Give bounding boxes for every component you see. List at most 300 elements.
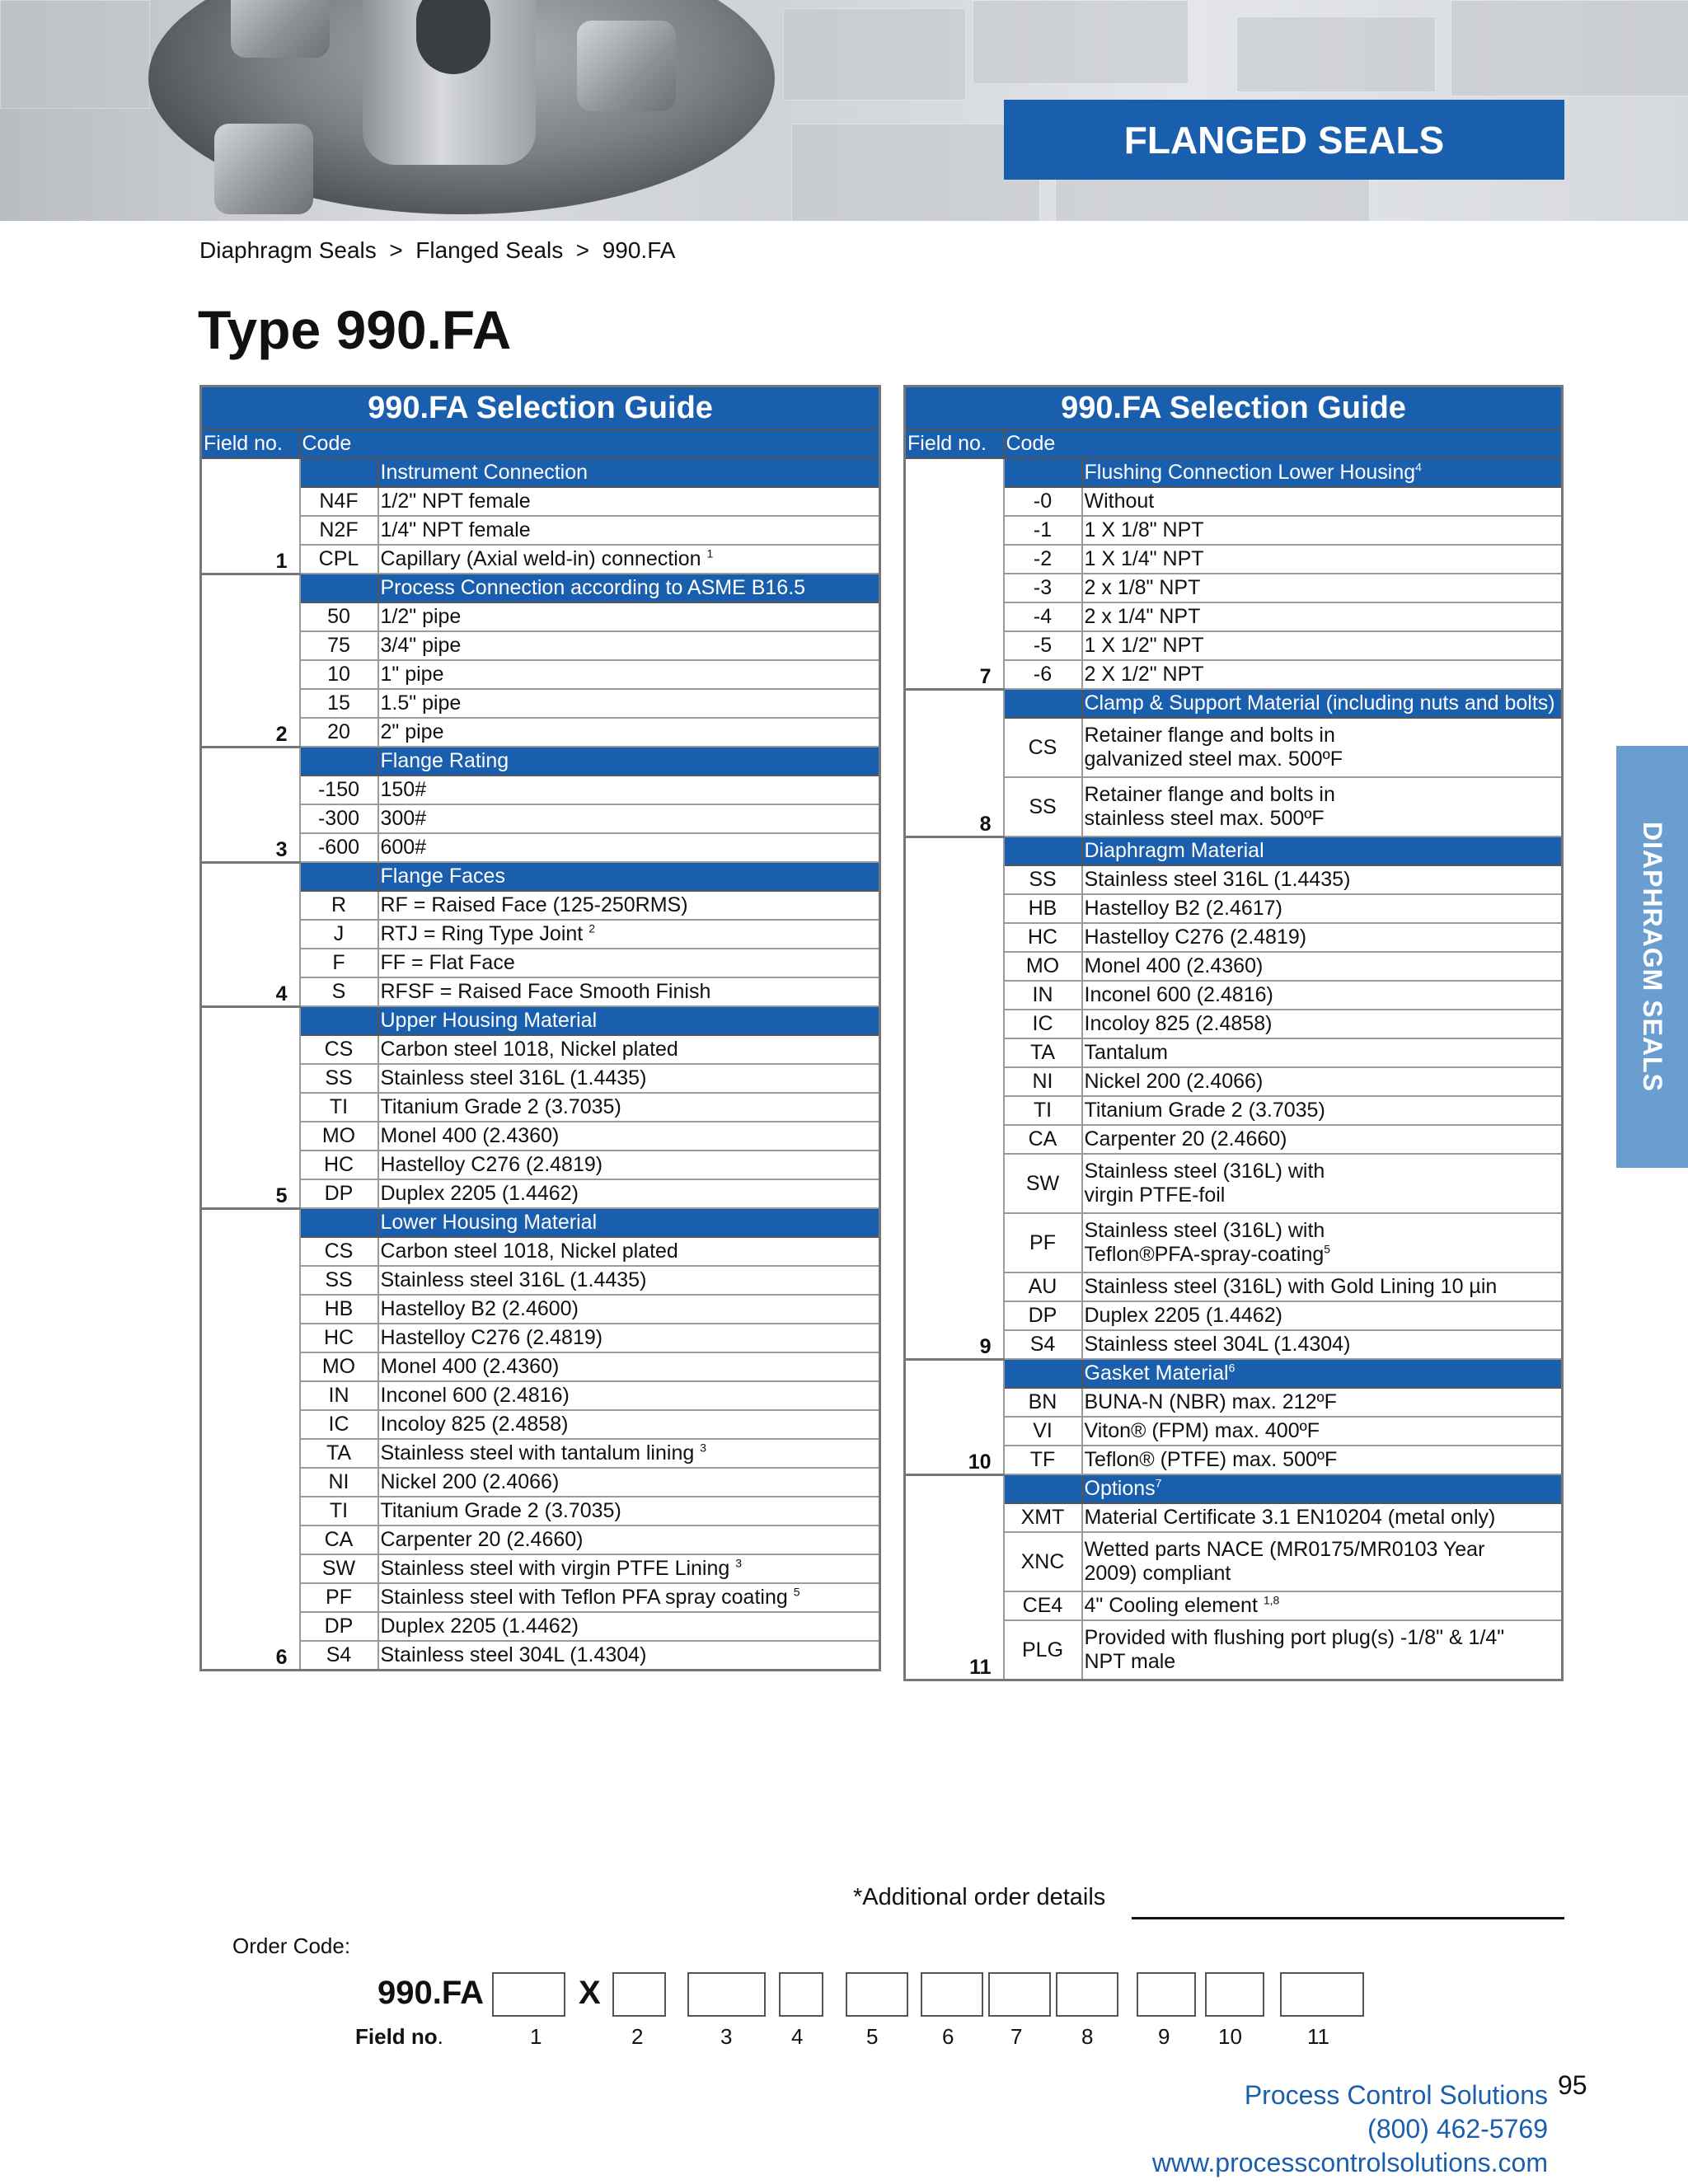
option-row [201,516,880,545]
option-code: N2F [300,516,378,545]
option-code: TI [300,1093,378,1122]
option-row [201,689,880,718]
option-description [1082,1067,1563,1096]
option-description [1082,923,1563,952]
option-description-text: Carpenter 20 (2.4660) [380,1528,584,1551]
option-code: R [300,891,378,920]
option-description [1082,777,1563,837]
option-description [378,891,880,920]
section-row [905,689,1563,718]
option-row [201,1612,880,1641]
option-description [1082,574,1563,602]
option-code: -150 [300,776,378,804]
section-heading [378,747,880,776]
section-row [201,1006,880,1035]
section-row [201,458,880,487]
option-row [905,1010,1563,1038]
option-code: HC [300,1324,378,1352]
option-description-text: Titanium Grade 2 (3.7035) [1084,1099,1325,1122]
footnote-marker: 2 [588,921,595,935]
option-code: PLG [1004,1620,1082,1680]
option-description-text: 1.5" pipe [380,691,462,715]
option-description [1082,1532,1563,1591]
option-code: HB [300,1295,378,1324]
option-description-text: Capillary (Axial weld-in) connection [380,547,701,570]
option-row [905,894,1563,923]
option-row [905,1096,1563,1125]
option-description [1082,1096,1563,1125]
option-code: HB [1004,894,1082,923]
option-row [201,833,880,862]
option-description [1082,1417,1563,1446]
section-heading [1082,1359,1563,1388]
option-description [1082,1330,1563,1359]
option-description-text: Stainless steel with tantalum lining [380,1441,695,1465]
option-description-text: 600# [380,836,427,859]
option-description-text: Stainless steel 316L (1.4435) [1084,868,1351,891]
field-number-cell: 1 [201,458,300,574]
order-field-9-box[interactable] [1137,1972,1196,2017]
option-row [905,1591,1563,1620]
option-description-text: 1/2" NPT female [380,490,531,513]
option-row [905,923,1563,952]
option-description-text: Monel 400 (2.4360) [380,1355,560,1378]
option-row [201,1179,880,1208]
field-number-cell: 2 [201,574,300,747]
field-number: 6 [942,2024,954,2049]
section-heading-text: Gasket Material [1084,1361,1229,1385]
option-code: CS [1004,718,1082,777]
option-description [1082,1503,1563,1532]
field-number: 11 [1307,2024,1329,2049]
section-heading [378,1006,880,1035]
option-description [1082,545,1563,574]
option-description-text: Viton® (FPM) max. 400ºF [1084,1419,1320,1442]
field-number: 2 [631,2024,644,2049]
option-row [905,1067,1563,1096]
field-number-cell: 10 [905,1359,1004,1474]
option-description-text: Stainless steel with Teflon PFA spray coating [380,1586,788,1609]
option-description-text: Hastelloy C276 (2.4819) [1084,926,1307,949]
option-description-text: Nickel 200 (2.4066) [380,1470,560,1493]
right-selection-guide-table [903,385,1564,1681]
option-description [1082,894,1563,923]
option-row [905,1301,1563,1330]
option-row [201,545,880,574]
option-description-line2: virgin PTFE-foil [1084,1183,1226,1207]
additional-order-details-label: *Additional order details [853,1884,1106,1910]
footnote-marker: 4 [1415,460,1422,474]
section-spacer [1004,1474,1082,1503]
option-description-text: Titanium Grade 2 (3.7035) [380,1499,621,1522]
field-number: 9 [1158,2024,1170,2049]
option-row [905,602,1563,631]
option-description [1082,602,1563,631]
order-field-11-box[interactable] [1280,1972,1364,2017]
option-code: SS [300,1064,378,1093]
option-row [905,516,1563,545]
option-description-text: 2 x 1/4" NPT [1084,605,1201,628]
option-code: 15 [300,689,378,718]
option-description-text: Inconel 600 (2.4816) [380,1384,570,1407]
option-description [378,1497,880,1526]
section-spacer [1004,837,1082,865]
footnote-marker: 3 [700,1441,706,1455]
option-description-text: 2 X 1/2" NPT [1084,663,1204,686]
option-description [378,1410,880,1439]
section-heading [1082,458,1563,487]
option-code: CE4 [1004,1591,1082,1620]
option-code: -6 [1004,660,1082,689]
section-heading-text: Flange Faces [380,865,505,888]
section-heading [1082,1474,1563,1503]
footnote-marker: 3 [735,1556,743,1570]
column-header-code: Code [1004,429,1563,458]
option-description-line2: NPT male [1084,1650,1176,1673]
option-code: IN [1004,981,1082,1010]
option-row [905,574,1563,602]
footer-phone: (800) 462-5769 [1367,2114,1548,2144]
option-row [201,1439,880,1468]
option-description [378,1526,880,1554]
option-description-text: Hastelloy C276 (2.4819) [380,1326,603,1349]
order-field-1-box[interactable] [492,1972,565,2017]
option-code: -5 [1004,631,1082,660]
option-description [378,949,880,977]
option-description-line2: stainless steel max. 500ºF [1084,807,1325,830]
option-row [905,1213,1563,1272]
option-description [1082,631,1563,660]
option-row [905,545,1563,574]
option-description-text: 300# [380,807,427,830]
option-description-text: 1 X 1/8" NPT [1084,518,1204,541]
option-description-text: Hastelloy C276 (2.4819) [380,1153,603,1176]
option-description-text: Material Certificate 3.1 EN10204 (metal only) [1084,1506,1496,1529]
option-row [905,777,1563,837]
column-header-field: Field no. [201,429,300,458]
option-code: VI [1004,1417,1082,1446]
option-description [378,1439,880,1468]
option-code: CS [300,1237,378,1266]
option-description [378,1035,880,1064]
field-number-cell: 11 [905,1474,1004,1680]
option-description [378,804,880,833]
option-description-text: 1" pipe [380,663,444,686]
option-description-text: 1/2" pipe [380,605,462,628]
option-description-text: Stainless steel (316L) with [1084,1219,1325,1242]
option-description [1082,1620,1563,1680]
option-description-text: Stainless steel 304L (1.4304) [380,1643,647,1666]
option-description [378,1324,880,1352]
section-heading [1082,837,1563,865]
order-code-separator: X [579,1975,601,2011]
option-row [201,1295,880,1324]
option-row [905,952,1563,981]
field-number-cell: 9 [905,837,1004,1359]
option-code: SW [300,1554,378,1583]
option-code: CS [300,1035,378,1064]
option-description [1082,1038,1563,1067]
field-number: 8 [1081,2024,1094,2049]
footer-website-link[interactable]: www.processcontrolsolutions.com [1151,2148,1548,2177]
option-row [201,602,880,631]
section-spacer [300,862,378,891]
table-title: 990.FA Selection Guide [201,387,880,430]
footer-contact [1152,2079,1548,2180]
option-row [905,1154,1563,1213]
option-description-text: 1 X 1/4" NPT [1084,547,1204,570]
option-description-text: 3/4" pipe [380,634,462,657]
option-row [201,631,880,660]
option-row [201,977,880,1006]
option-description-text: Inconel 600 (2.4816) [1084,983,1273,1006]
option-description-text: Incoloy 825 (2.4858) [1084,1012,1273,1035]
option-description [378,1641,880,1671]
option-description [378,1295,880,1324]
option-code: SS [300,1266,378,1295]
option-description-text: Stainless steel (316L) with Gold Lining 10 µin [1084,1275,1498,1298]
footnote-marker: 6 [1228,1361,1236,1375]
option-description-text: Monel 400 (2.4360) [1084,954,1264,977]
option-row [905,1446,1563,1474]
option-code: TI [300,1497,378,1526]
option-description-text: Carpenter 20 (2.4660) [1084,1127,1287,1151]
side-tab-label: DIAPHRAGM SEALS [1638,822,1667,1092]
option-code: NI [300,1468,378,1497]
option-row [201,660,880,689]
option-description [1082,1125,1563,1154]
option-description-text: Teflon® (PTFE) max. 500ºF [1084,1448,1338,1471]
option-description-text: Incoloy 825 (2.4858) [380,1413,569,1436]
order-field-3-box[interactable] [687,1972,766,2017]
option-code: TA [300,1439,378,1468]
section-heading [378,1208,880,1237]
option-row [201,1035,880,1064]
option-code: DP [300,1179,378,1208]
field-number-cell: 7 [905,458,1004,689]
option-row [201,1583,880,1612]
option-description-text: RFSF = Raised Face Smooth Finish [380,980,711,1003]
option-code: -4 [1004,602,1082,631]
option-code: IC [300,1410,378,1439]
option-description [378,920,880,949]
option-row [905,981,1563,1010]
section-heading-text: Flushing Connection Lower Housing [1084,461,1416,484]
option-description [1082,1154,1563,1213]
section-row [905,458,1563,487]
option-description [378,631,880,660]
section-row [905,1474,1563,1503]
option-row [201,1093,880,1122]
order-field-2-box[interactable] [612,1972,666,2017]
option-code: CA [1004,1125,1082,1154]
section-heading [378,862,880,891]
option-description [1082,487,1563,516]
section-row [905,837,1563,865]
section-heading-text: Flange Rating [380,749,509,772]
section-heading [378,458,880,487]
section-spacer [300,574,378,602]
option-description-text: Stainless steel with virgin PTFE Lining [380,1557,730,1580]
section-spacer [1004,689,1082,718]
option-description [1082,1301,1563,1330]
field-number: 5 [866,2024,879,2049]
order-field-10-box[interactable] [1205,1972,1264,2017]
page-number: 95 [1558,2070,1587,2100]
option-row [201,1151,880,1179]
field-number-cell: 5 [201,1006,300,1208]
option-row [201,1237,880,1266]
option-description-text: Without [1084,490,1155,513]
order-field-6-box[interactable] [921,1972,983,2017]
option-description [1082,981,1563,1010]
column-header-row [201,429,880,458]
option-description-text: Hastelloy B2 (2.4617) [1084,897,1282,920]
left-selection-guide-table [199,385,881,1671]
option-code: -600 [300,833,378,862]
option-code: S4 [1004,1330,1082,1359]
option-description-text: Duplex 2205 (1.4462) [380,1615,579,1638]
option-row [201,1526,880,1554]
option-row [905,718,1563,777]
section-heading-text: Instrument Connection [380,461,588,484]
column-header-row [905,429,1563,458]
option-description-text: 2 x 1/8" NPT [1084,576,1201,599]
option-row [905,1503,1563,1532]
option-description [378,545,880,574]
option-description [378,1266,880,1295]
footnote-marker: 1 [706,546,714,560]
option-row [905,1388,1563,1417]
option-description-text: Stainless steel 316L (1.4435) [380,1066,647,1090]
option-code: XNC [1004,1532,1082,1591]
option-description [1082,1446,1563,1474]
order-field-7-box[interactable] [988,1972,1051,2017]
option-description [1082,660,1563,689]
option-description-line2: galvanized steel max. 500ºF [1084,748,1343,771]
option-description-text: 1 X 1/2" NPT [1084,634,1204,657]
option-description-text: 1/4" NPT female [380,518,531,541]
option-description [1082,1272,1563,1301]
section-spacer [1004,458,1082,487]
option-description [378,689,880,718]
option-description [378,1122,880,1151]
option-description [1082,718,1563,777]
order-field-8-box[interactable] [1056,1972,1118,2017]
section-heading-text: Upper Housing Material [380,1009,598,1032]
option-description-text: Tantalum [1084,1041,1168,1064]
option-description-text: Titanium Grade 2 (3.7035) [380,1095,621,1118]
option-description-text: Retainer flange and bolts in [1084,724,1335,747]
option-row [201,1641,880,1671]
option-code: XMT [1004,1503,1082,1532]
option-description [378,718,880,747]
option-description-text: Stainless steel 316L (1.4435) [380,1268,647,1291]
option-code: TF [1004,1446,1082,1474]
section-title: FLANGED SEALS [1123,118,1445,162]
option-description-line2: 2009) compliant [1084,1562,1231,1585]
option-description [378,1612,880,1641]
option-row [201,1554,880,1583]
option-description [1082,865,1563,894]
option-description-text: RF = Raised Face (125-250RMS) [380,893,688,916]
order-field-5-box[interactable] [846,1972,908,2017]
option-description-text: BUNA-N (NBR) max. 212ºF [1084,1390,1337,1413]
option-description [378,1237,880,1266]
field-number: 3 [720,2024,733,2049]
option-code: MO [300,1352,378,1381]
section-heading [1082,689,1563,718]
option-code: IN [300,1381,378,1410]
option-code: HC [1004,923,1082,952]
footnote-marker: 1,8 [1263,1593,1280,1607]
field-number: 10 [1218,2024,1242,2049]
column-header-field: Field no. [905,429,1004,458]
table-title: 990.FA Selection Guide [905,387,1563,430]
additional-order-details-line [1132,1917,1564,1919]
option-row [201,1410,880,1439]
option-row [905,1417,1563,1446]
option-description-text: Duplex 2205 (1.4462) [1084,1304,1282,1327]
option-code: SW [1004,1154,1082,1213]
option-description-text: 150# [380,778,427,801]
field-number-cell: 4 [201,862,300,1006]
option-description-text: Wetted parts NACE (MR0175/MR0103 Year [1084,1538,1485,1561]
option-description [378,1554,880,1583]
section-heading-text: Diaphragm Material [1084,839,1264,862]
option-row [201,1324,880,1352]
option-code: SS [1004,777,1082,837]
option-row [905,1272,1563,1301]
order-code-model: 990.FA [377,1975,484,2011]
option-row [201,920,880,949]
option-row [905,487,1563,516]
option-row [905,865,1563,894]
side-tab [1616,746,1688,1168]
option-code: -0 [1004,487,1082,516]
section-row [201,862,880,891]
footnote-marker: 5 [793,1585,800,1599]
option-row [201,1468,880,1497]
option-description-text: Stainless steel (316L) with [1084,1160,1325,1183]
option-code: DP [1004,1301,1082,1330]
option-description [378,1468,880,1497]
option-code: HC [300,1151,378,1179]
option-row [905,660,1563,689]
option-description [1082,1388,1563,1417]
option-row [201,487,880,516]
option-row [905,1330,1563,1359]
option-description [378,602,880,631]
option-code: S [300,977,378,1006]
option-code: NI [1004,1067,1082,1096]
option-description-text: Monel 400 (2.4360) [380,1124,560,1147]
option-row [201,949,880,977]
option-description [378,1151,880,1179]
section-heading-text: Options [1084,1477,1156,1500]
order-field-4-box[interactable] [779,1972,823,2017]
option-row [201,1497,880,1526]
order-code-label: Order Code: [232,1933,351,1958]
option-code: J [300,920,378,949]
option-code: SS [1004,865,1082,894]
field-number-cell: 3 [201,747,300,862]
option-description-text: Duplex 2205 (1.4462) [380,1182,579,1205]
option-description-text: 4" Cooling element [1084,1594,1258,1617]
option-description [378,1381,880,1410]
option-description [378,660,880,689]
option-code: -3 [1004,574,1082,602]
